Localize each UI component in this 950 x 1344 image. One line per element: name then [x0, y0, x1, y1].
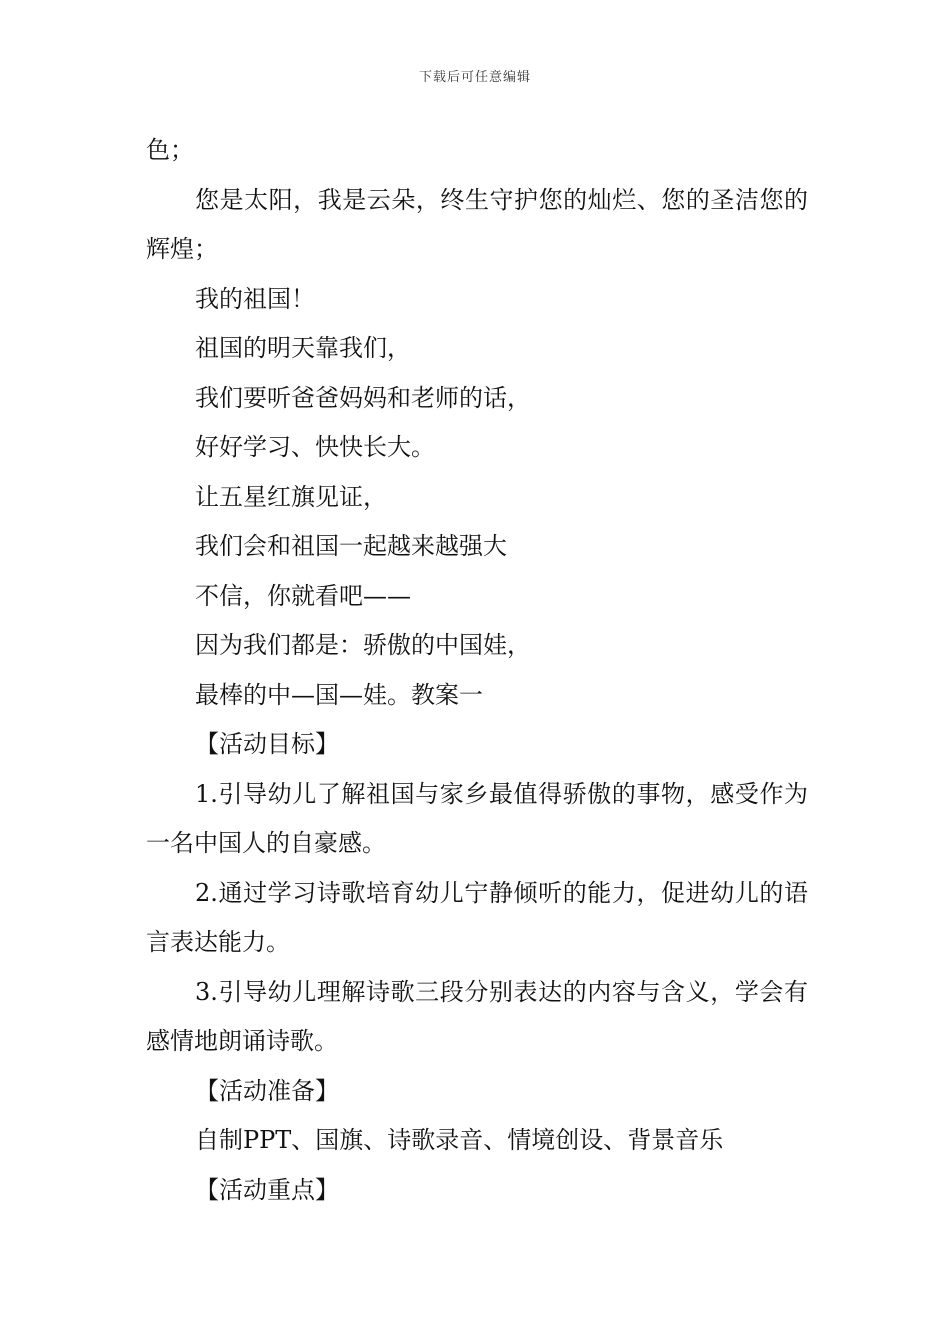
list-item: 1.引导幼儿了解祖国与家乡最值得骄傲的事物，感受作为一名中国人的自豪感。: [146, 779, 808, 857]
paragraph: 我们会和祖国一起越来越强大: [195, 532, 507, 560]
paragraph: 色；: [146, 136, 194, 164]
paragraph: 自制PPT、国旗、诗歌录音、情境创设、背景音乐: [195, 1126, 724, 1154]
paragraph: 因为我们都是：骄傲的中国娃，: [195, 631, 531, 659]
paragraph: 最棒的中—国—娃。教案一: [195, 680, 483, 709]
paragraph: 我们要听爸爸妈妈和老师的话，: [195, 383, 531, 412]
paragraph: 好好学习、快快长大。: [195, 433, 435, 461]
list-item: 3.引导幼儿理解诗歌三段分别表达的内容与含义，学会有感情地朗诵诗歌。: [146, 977, 808, 1055]
list-item: 2.通过学习诗歌培育幼儿宁静倾听的能力，促进幼儿的语言表达能力。: [146, 878, 808, 956]
paragraph: 我的祖国！: [195, 284, 315, 313]
paragraph: 您是太阳，我是云朵，终生守护您的灿烂、您的圣洁您的辉煌；: [146, 185, 808, 263]
paragraph: 祖国的明天靠我们，: [195, 334, 411, 362]
paragraph: 不信，你就看吧——: [195, 581, 411, 610]
section-heading: 【活动目标】: [195, 730, 339, 758]
section-heading: 【活动准备】: [195, 1076, 339, 1105]
section-heading: 【活动重点】: [195, 1175, 339, 1204]
paragraph: 让五星红旗见证，: [195, 482, 387, 511]
document-body: [146, 126, 808, 1215]
header-note: 下载后可任意编辑: [418, 70, 531, 85]
